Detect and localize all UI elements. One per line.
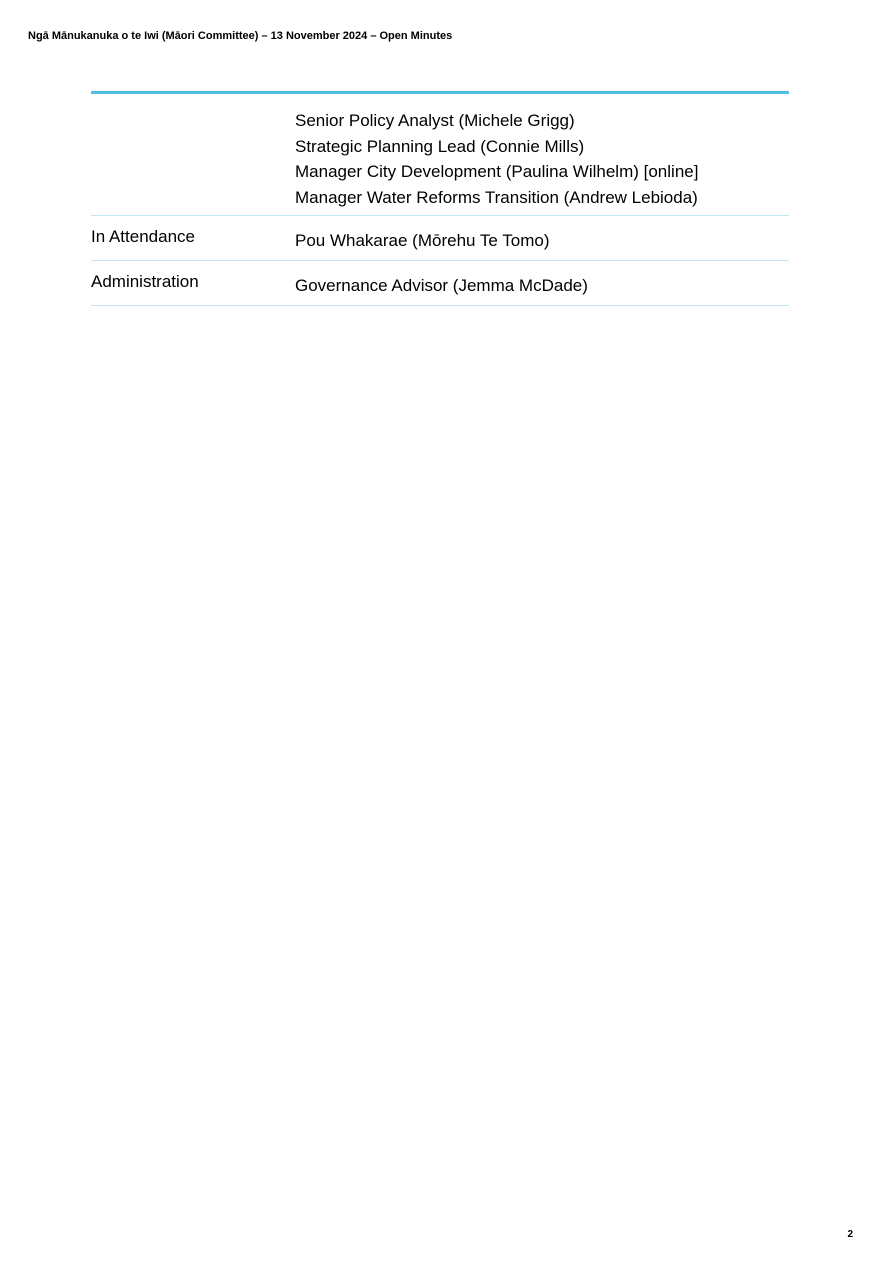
table-row-staff	[91, 94, 789, 216]
page-number: 2	[847, 1229, 853, 1240]
row-values	[295, 216, 789, 260]
attendee-line: Senior Policy Analyst (Michele Grigg)	[295, 111, 575, 130]
row-values	[295, 261, 789, 305]
table-row-administration	[91, 261, 789, 306]
table-row-in-attendance	[91, 216, 789, 261]
row-label	[91, 94, 295, 215]
attendance-table	[91, 91, 789, 306]
attendee-line: Strategic Planning Lead (Connie Mills)	[295, 136, 585, 156]
attendee-line: Pou Whakarae (Mōrehu Te Tomo)	[295, 231, 550, 250]
row-label: In Attendance	[91, 227, 195, 246]
row-values	[295, 94, 789, 215]
running-header: Ngā Mānukanuka o te Iwi (Māori Committee) – 13 November 2024 – Open Minutes	[28, 30, 453, 42]
attendee-line: Manager Water Reforms Transition (Andrew Lebioda)	[295, 187, 698, 207]
attendee-line: Manager City Development (Paulina Wilhelm) [online]	[295, 162, 699, 181]
row-label: Administration	[91, 272, 199, 291]
attendee-line: Governance Advisor (Jemma McDade)	[295, 276, 588, 295]
